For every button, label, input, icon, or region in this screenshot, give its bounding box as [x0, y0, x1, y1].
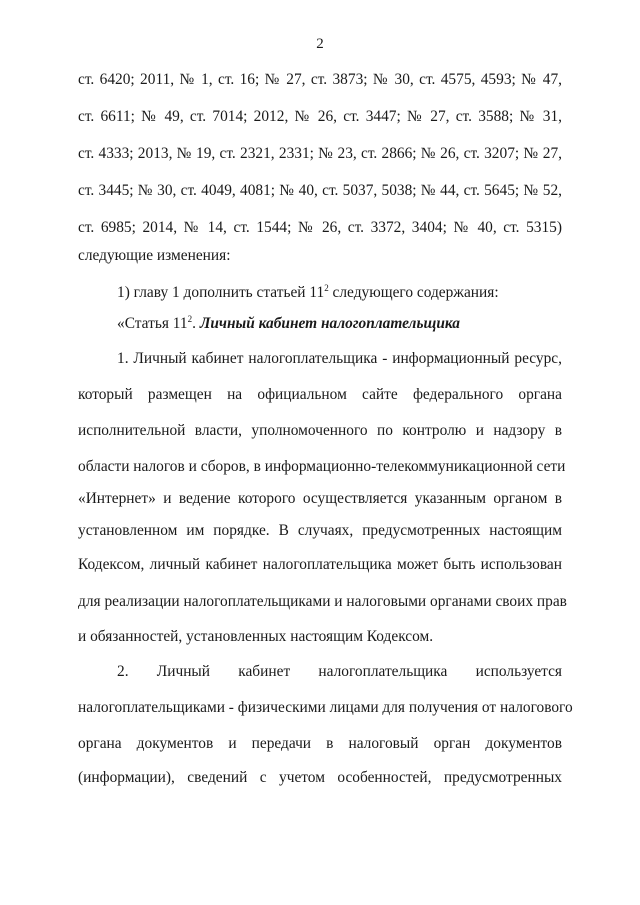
paragraph-1-line: «Интернет» и ведение которого осуществляется указанным органом в [78, 490, 562, 507]
text-line: ст. 6611; № 49, ст. 7014; 2012, № 26, ст. 3447; № 27, ст. 3588; № 31, [78, 108, 562, 125]
article-heading-dot: . [192, 315, 200, 332]
text-line: следующие изменения: [78, 247, 231, 264]
paragraph-1-line: и обязанностей, установленных настоящим Кодексом. [78, 628, 434, 645]
article-heading-sup: 2 [187, 314, 193, 324]
list-item-1-prefix: 1) главу 1 дополнить статьей 11 [117, 284, 325, 301]
paragraph-1-line: исполнительной власти, уполномоченного по контролю и надзору в [78, 422, 562, 439]
paragraph-1-line: для реализации налогоплательщиками и налоговыми органами своих прав [78, 593, 567, 610]
list-item-1 [117, 283, 562, 303]
paragraph-1-line: который размещен на официальном сайте федерального органа [78, 386, 562, 403]
paragraph-1-line: 1. Личный кабинет налогоплательщика - информационный ресурс, [117, 350, 562, 367]
paragraph-2-line: 2. Личный кабинет налогоплательщика используется [117, 663, 562, 680]
page-number: 2 [316, 36, 324, 52]
paragraph-1-line: установленном им порядке. В случаях, предусмотренных настоящим [78, 522, 562, 539]
article-title: Личный кабинет налогоплательщика [199, 315, 460, 332]
paragraph-1-line: Кодексом, личный кабинет налогоплательщика может быть использован [78, 556, 562, 573]
text-line: ст. 4333; 2013, № 19, ст. 2321, 2331; № 23, ст. 2866; № 26, ст. 3207; № 27, [78, 145, 562, 162]
paragraph-1-line: области налогов и сборов, в информационно-телекоммуникационной сети [78, 458, 566, 475]
text-line: ст. 6985; 2014, № 14, ст. 1544; № 26, ст. 3372, 3404; № 40, ст. 5315) [78, 219, 562, 236]
list-item-1-sup: 2 [324, 283, 329, 293]
article-heading [117, 314, 562, 334]
paragraph-2-line: органа документов и передачи в налоговый орган документов [78, 735, 562, 752]
paragraph-2-line: налогоплательщиками - физическими лицами для получения от налогового [78, 699, 573, 716]
paragraph-2-line: (информации), сведений с учетом особенностей, предусмотренных [78, 769, 562, 786]
text-line: ст. 6420; 2011, № 1, ст. 16; № 27, ст. 3873; № 30, ст. 4575, 4593; № 47, [78, 71, 562, 88]
text-line: ст. 3445; № 30, ст. 4049, 4081; № 40, ст. 5037, 5038; № 44, ст. 5645; № 52, [78, 182, 562, 199]
list-item-1-suffix: следующего содержания: [328, 284, 499, 301]
article-heading-prefix: «Статья 11 [117, 315, 188, 332]
